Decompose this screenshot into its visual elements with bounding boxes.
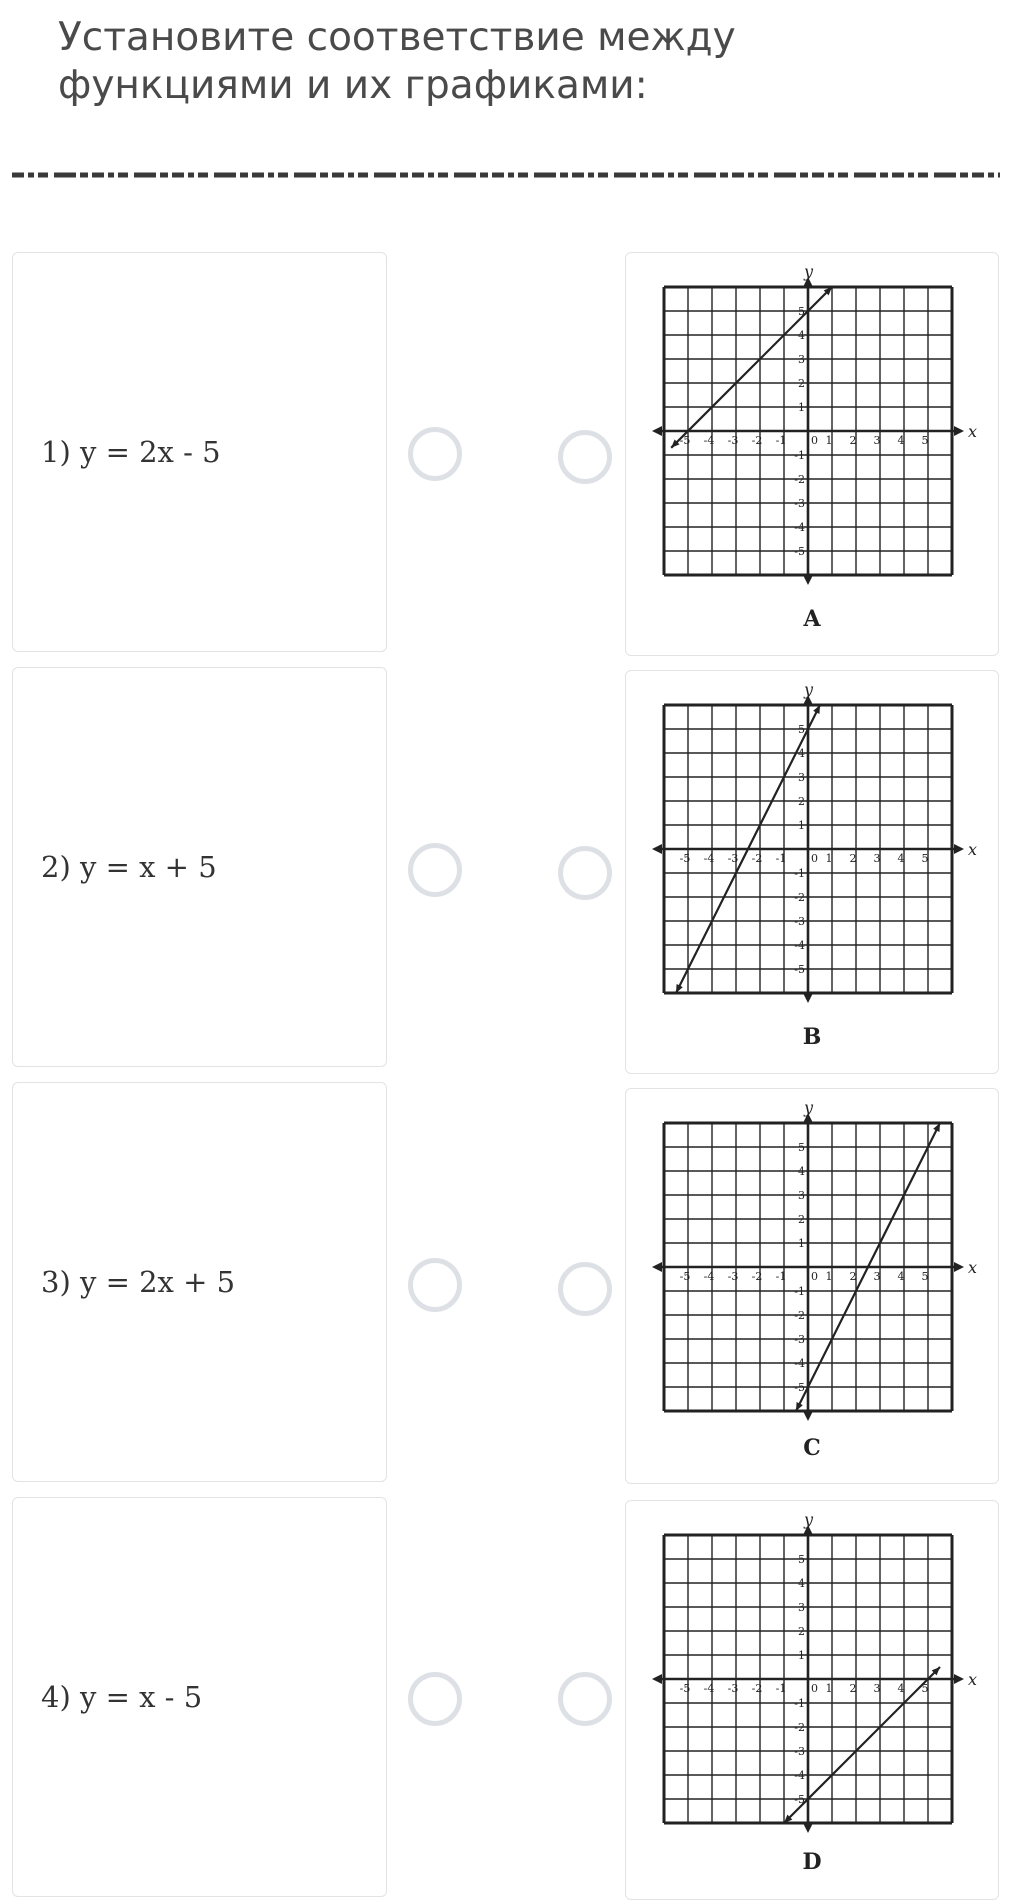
x-tick-label: 2 [849,852,857,865]
y-tick-label: 3 [798,771,805,784]
x-tick-label: 5 [921,1270,929,1283]
x-axis-arrow [954,1674,964,1684]
y-tick-label: -3 [794,915,805,928]
function-radio-3[interactable] [408,1258,462,1312]
y-tick-label: 4 [798,747,805,760]
x-axis-arrow [954,1262,964,1272]
graph-radio-a[interactable] [558,430,612,484]
y-tick-label: -2 [794,891,805,904]
y-tick-label: 4 [798,1165,805,1178]
graph-card-b [625,670,999,1074]
x-tick-label: 3 [873,434,881,447]
y-tick-label: 3 [798,1189,805,1202]
x-tick-label: -5 [679,1270,691,1283]
graph-b [646,680,978,1018]
x-tick-label: -2 [751,434,763,447]
x-axis-label: x [968,840,978,859]
x-tick-label: 3 [873,1270,881,1283]
x-axis-label: x [968,422,978,441]
graph-c [646,1098,978,1436]
y-tick-label: -4 [794,1769,805,1782]
x-tick-label: 5 [921,852,929,865]
y-tick-label: 4 [798,1577,805,1590]
graph-card-a [625,252,999,656]
x-tick-label: -4 [703,1270,715,1283]
y-tick-label: -3 [794,1745,805,1758]
graph-letter-a: A [803,606,821,632]
y-tick-label: 3 [798,353,805,366]
y-axis-label: y [804,1510,814,1529]
y-tick-label: 3 [798,1601,805,1614]
x-tick-label: -2 [751,852,763,865]
x-tick-label: 0 [811,852,818,865]
x-tick-label: 3 [873,852,881,865]
y-tick-label: -5 [794,963,805,976]
question-title: Установите соответствие между функциями и их графиками: [58,15,736,108]
y-tick-label: -2 [794,473,805,486]
y-tick-label: 2 [798,1213,805,1226]
x-axis-arrow [652,1674,662,1684]
function-radio-2[interactable] [408,843,462,897]
y-axis-arrow [803,1411,813,1421]
x-tick-label: -5 [679,1682,691,1695]
x-tick-label: -3 [727,1682,739,1695]
function-card-3 [12,1082,387,1482]
x-tick-label: 0 [811,1682,818,1695]
x-tick-label: -3 [727,1270,739,1283]
x-tick-label: -1 [775,852,787,865]
function-label-1: 1) y = 2x - 5 [41,435,221,469]
graph-a [646,262,978,600]
y-tick-label: -4 [794,1357,805,1370]
x-tick-label: 4 [897,1270,905,1283]
y-tick-label: 1 [798,1237,805,1250]
x-tick-label: 4 [897,434,905,447]
graph-letter-c: C [803,1435,821,1461]
x-tick-label: 5 [921,1682,929,1695]
y-tick-label: -2 [794,1721,805,1734]
x-tick-label: -3 [727,852,739,865]
x-tick-label: 2 [849,1682,857,1695]
y-axis-arrow [803,575,813,585]
graph-letter-d: D [802,1849,822,1875]
x-tick-label: 1 [825,1682,833,1695]
y-tick-label: -3 [794,497,805,510]
function-radio-4[interactable] [408,1672,462,1726]
x-axis-arrow [652,844,662,854]
x-tick-label: -4 [703,852,715,865]
y-tick-label: 5 [798,1141,805,1154]
y-tick-label: -1 [794,1697,805,1710]
y-tick-label: -4 [794,521,805,534]
x-tick-label: -5 [679,434,691,447]
x-tick-label: -2 [751,1270,763,1283]
x-tick-label: 1 [825,434,833,447]
x-tick-label: 0 [811,434,818,447]
y-tick-label: 4 [798,329,805,342]
y-tick-label: -5 [794,1381,805,1394]
y-tick-label: 2 [798,1625,805,1638]
y-tick-label: -5 [794,1793,805,1806]
y-tick-label: -1 [794,1285,805,1298]
y-tick-label: 5 [798,1553,805,1566]
x-tick-label: -3 [727,434,739,447]
x-tick-label: 1 [825,852,833,865]
y-axis-label: y [804,1098,814,1117]
x-tick-label: -1 [775,1270,787,1283]
y-tick-label: 2 [798,795,805,808]
x-tick-label: -1 [775,434,787,447]
x-tick-label: 2 [849,434,857,447]
y-tick-label: -4 [794,939,805,952]
x-tick-label: 4 [897,1682,905,1695]
y-tick-label: 5 [798,305,805,318]
x-tick-label: -5 [679,852,691,865]
y-tick-label: 1 [798,819,805,832]
y-tick-label: -2 [794,1309,805,1322]
y-tick-label: 1 [798,401,805,414]
y-axis-arrow [803,993,813,1003]
x-tick-label: 2 [849,1270,857,1283]
x-tick-label: -2 [751,1682,763,1695]
graph-radio-b[interactable] [558,846,612,900]
y-tick-label: 2 [798,377,805,390]
x-tick-label: 3 [873,1682,881,1695]
x-tick-label: 5 [921,434,929,447]
function-card-1 [12,252,387,652]
y-tick-label: -1 [794,867,805,880]
y-axis-label: y [804,680,814,699]
function-card-4 [12,1497,387,1897]
x-tick-label: -4 [703,1682,715,1695]
graph-card-c [625,1088,999,1484]
function-label-3: 3) y = 2x + 5 [41,1265,236,1299]
x-axis-label: x [968,1670,978,1689]
dashed-divider [12,170,1000,180]
y-axis-arrow [803,1823,813,1833]
x-tick-label: 1 [825,1270,833,1283]
x-axis-label: x [968,1258,978,1277]
y-tick-label: 5 [798,723,805,736]
x-tick-label: 4 [897,852,905,865]
x-axis-arrow [652,426,662,436]
x-axis-arrow [954,426,964,436]
x-tick-label: 0 [811,1270,818,1283]
y-tick-label: 1 [798,1649,805,1662]
y-tick-label: -5 [794,545,805,558]
function-radio-1[interactable] [408,427,462,481]
graph-radio-d[interactable] [558,1672,612,1726]
graph-radio-c[interactable] [558,1262,612,1316]
y-axis-label: y [804,262,814,281]
graph-card-d [625,1500,999,1900]
x-tick-label: -4 [703,434,715,447]
graph-d [646,1510,978,1848]
function-label-2: 2) y = x + 5 [41,850,217,884]
y-tick-label: -1 [794,449,805,462]
function-label-4: 4) y = x - 5 [41,1680,203,1714]
y-tick-label: -3 [794,1333,805,1346]
x-axis-arrow [652,1262,662,1272]
x-tick-label: -1 [775,1682,787,1695]
function-card-2 [12,667,387,1067]
graph-letter-b: B [802,1024,822,1050]
x-axis-arrow [954,844,964,854]
